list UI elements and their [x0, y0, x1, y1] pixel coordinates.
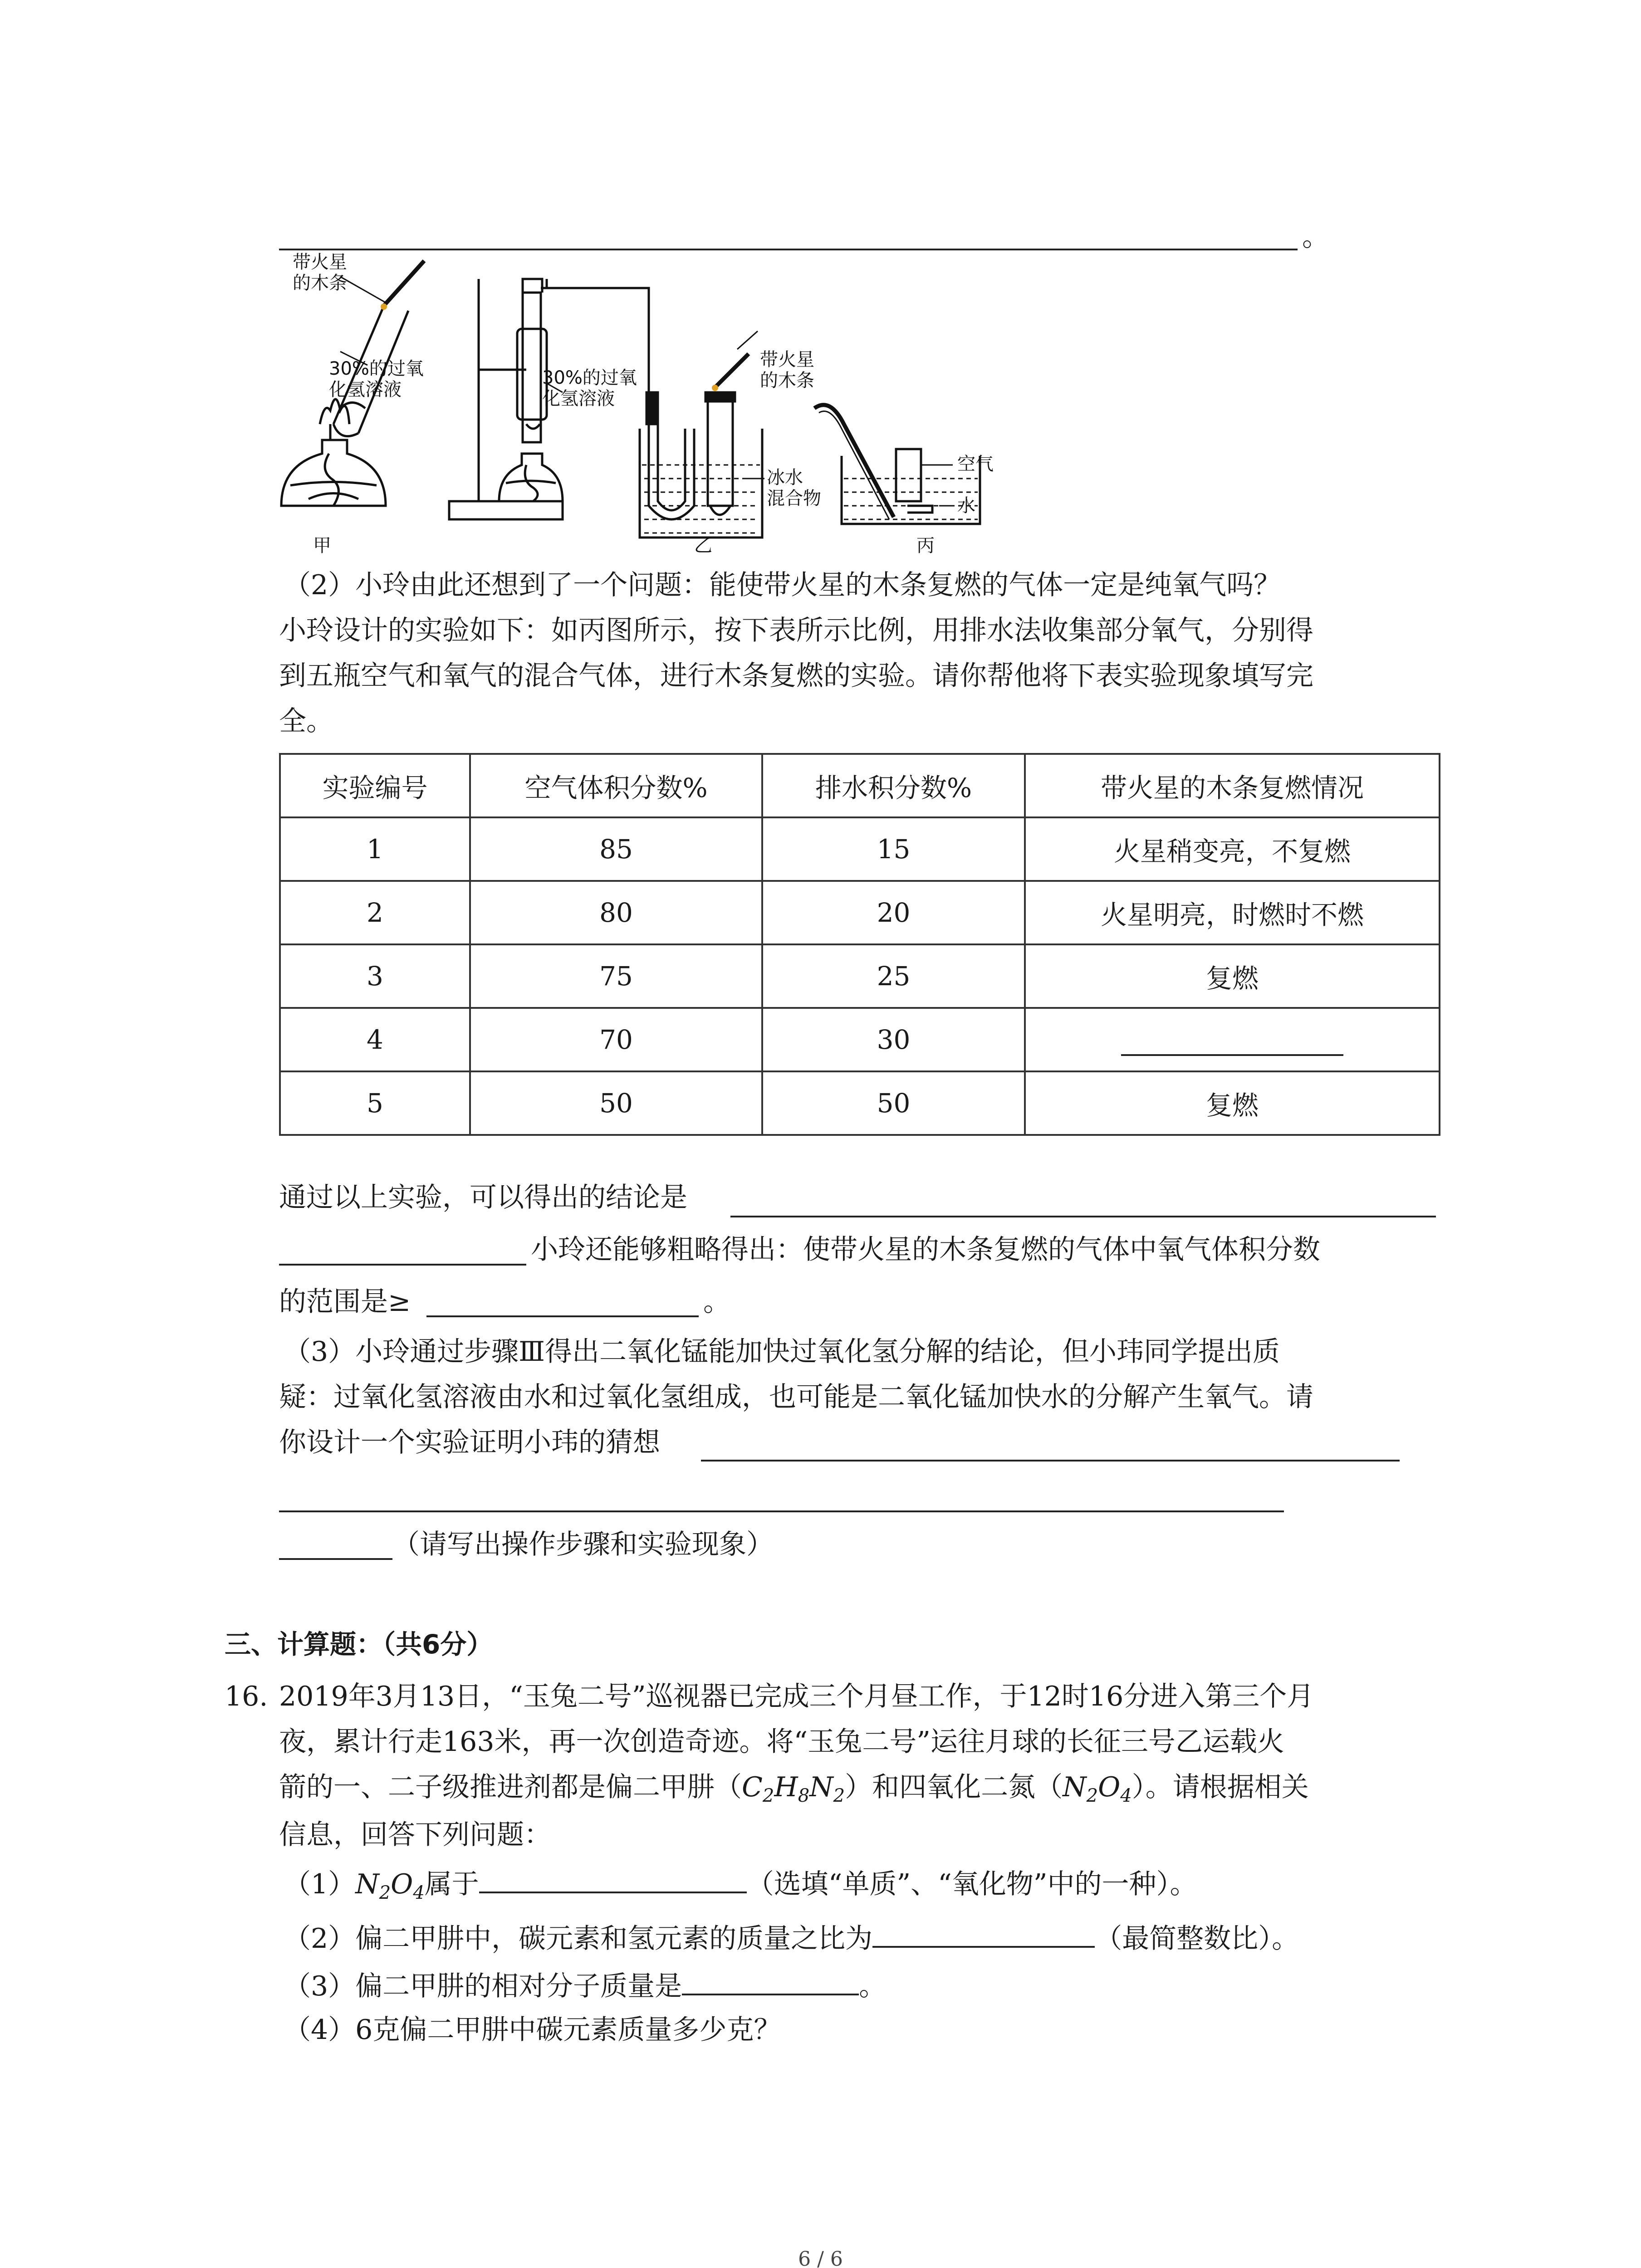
q16-part4: （4）6克偏二甲肼中碳元素质量多少克？ [284, 2014, 781, 2046]
conclusion-line3b: 。 [703, 1286, 730, 1318]
q16-line3 [279, 1769, 1309, 1814]
answer-line-conclusion-2[interactable] [279, 1264, 526, 1266]
yi-stand-base [449, 501, 563, 519]
q2-line2: 小玲设计的实验如下：如丙图所示，按下表所示比例，用排水法收集部分氧气，分别得 [279, 615, 1313, 646]
q3-line5: （请写出操作步骤和实验现象） [392, 1529, 774, 1560]
table-cell: 复燃 [1025, 944, 1440, 1008]
q16-line2: 夜，累计行走163米，再一次创造奇迹。将“玉兔二号”运往月球的长征三号乙运载火 [279, 1726, 1284, 1758]
table-cell: 80 [470, 881, 762, 944]
table-row [280, 881, 1440, 944]
label-jia-stick: 带火星 的木条 [293, 252, 347, 293]
q2-line1: （2）小玲由此还想到了一个问题：能使带火星的木条复燃的气体一定是纯氧气吗？ [284, 569, 1281, 601]
q16-line3b: ）和四氧化二氮（ [845, 1771, 1063, 1803]
q3-line1: （3）小玲通过步骤Ⅲ得出二氧化锰能加快过氧化氢分解的结论，但小玮同学提出质 [284, 1336, 1280, 1368]
table-cell: 85 [470, 817, 762, 881]
table-cell: 复燃 [1025, 1071, 1440, 1135]
table-cell: 30 [762, 1008, 1025, 1071]
caption-yi: 乙 [694, 535, 712, 556]
q16-line3c: ）。请根据相关 [1132, 1771, 1309, 1803]
section-title: 三、计算题：（共6分） [225, 1629, 493, 1660]
table-cell: 4 [280, 1008, 470, 1071]
answer-blank-row4[interactable] [1121, 1027, 1343, 1056]
q16-line4: 信息，回答下列问题： [279, 1819, 551, 1851]
answer-line-top [279, 249, 1298, 250]
table-cell: 50 [762, 1071, 1025, 1135]
table-header: 实验编号 [280, 754, 470, 817]
jia-lamp [281, 440, 386, 506]
answer-line-q3-3[interactable] [279, 1558, 392, 1560]
table-cell: 15 [762, 817, 1025, 881]
table-row [280, 944, 1440, 1008]
q3-line2: 疑：过氧化氢溶液由水和过氧化氢组成，也可能是二氧化锰加快水的分解产生氧气。请 [279, 1381, 1313, 1413]
answer-line-conclusion-1[interactable] [730, 1216, 1436, 1217]
q16-part1: $(1)N_2O_4$属于 （选填“单质”、“氧化物”中的一种）。 [284, 1864, 1197, 1911]
label-yi-stick: 带火星 的木条 [760, 349, 814, 391]
experiment-table [279, 753, 1440, 1136]
label-air: 空气 [957, 454, 994, 474]
table-row [280, 1008, 1440, 1071]
apparatus-figure [272, 252, 1053, 569]
page-number: 6 / 6 [798, 2248, 843, 2268]
formula-n2o4: $N_2O_4$ [1063, 1771, 1132, 1806]
formula-udmh: $C_2H_8N_2$ [742, 1771, 845, 1806]
table-cell: 25 [762, 944, 1025, 1008]
table-cell: 火星明亮，时燃时不燃 [1025, 881, 1440, 944]
table-header-row [280, 754, 1440, 817]
q16-part2: （2）偏二甲肼中，碳元素和氢元素的质量之比为 （最简整数比）。 [284, 1919, 1299, 1957]
q16-line1: 2019年3月13日，“玉兔二号”巡视器已完成三个月昼工作，于12时16分进入第三个月 [279, 1681, 1314, 1712]
q16-number: 16. [225, 1681, 268, 1712]
answer-line-q3-2[interactable] [279, 1510, 1284, 1512]
table-cell: 50 [470, 1071, 762, 1135]
q16-part3: （3）偏二甲肼的相对分子质量是 。 [284, 1966, 886, 2004]
table-header: 排水积分数% [762, 754, 1025, 817]
table-cell: 20 [762, 881, 1025, 944]
conclusion-line2: 小玲还能够粗略得出：使带火星的木条复燃的气体中氧气体积分数 [531, 1234, 1320, 1266]
answer-line-range[interactable] [426, 1315, 699, 1317]
yi-stick [715, 354, 749, 388]
q3-line3: 你设计一个实验证明小玮的猜想 [279, 1427, 660, 1458]
jia-stick [383, 261, 424, 306]
table-cell: 70 [470, 1008, 762, 1071]
table-cell: 2 [280, 881, 470, 944]
formula-n2o4-2: $N_2O_4$ [355, 1868, 425, 1903]
answer-blank-p2[interactable] [872, 1919, 1095, 1948]
label-yi-solution: 30%的过氧 化氢溶液 [542, 367, 637, 409]
table-header: 空气体积分数% [470, 754, 762, 817]
caption-jia: 甲 [313, 535, 331, 556]
conclusion-line3a: 的范围是≥ [279, 1286, 411, 1318]
label-jia-solution: 30%的过氧 化氢溶液 [329, 358, 424, 400]
answer-blank-p1[interactable] [479, 1864, 747, 1893]
conclusion-line1: 通过以上实验，可以得出的结论是 [279, 1182, 687, 1213]
top-line-end: 。 [1302, 221, 1329, 253]
label-water: 水 [957, 495, 975, 516]
q16-line3a: 箭的一、二子级推进剂都是偏二甲肼（ [279, 1771, 742, 1803]
answer-line-q3-1[interactable] [701, 1460, 1400, 1461]
table-header: 带火星的木条复燃情况 [1025, 754, 1440, 817]
table-row [280, 817, 1440, 881]
table-cell: 火星稍变亮，不复燃 [1025, 817, 1440, 881]
table-cell: 1 [280, 817, 470, 881]
label-ice-water: 冰水 混合物 [767, 467, 821, 509]
table-row [280, 1071, 1440, 1135]
q2-line4: 全。 [279, 705, 333, 737]
table-cell-blank[interactable] [1025, 1008, 1440, 1071]
answer-blank-p3[interactable] [682, 1966, 859, 1995]
q2-line3: 到五瓶空气和氧气的混合气体，进行木条复燃的实验。请你帮他将下表实验现象填写完 [279, 660, 1313, 692]
caption-bing: 丙 [916, 535, 935, 556]
table-cell: 75 [470, 944, 762, 1008]
table-cell: 3 [280, 944, 470, 1008]
table-cell: 5 [280, 1071, 470, 1135]
